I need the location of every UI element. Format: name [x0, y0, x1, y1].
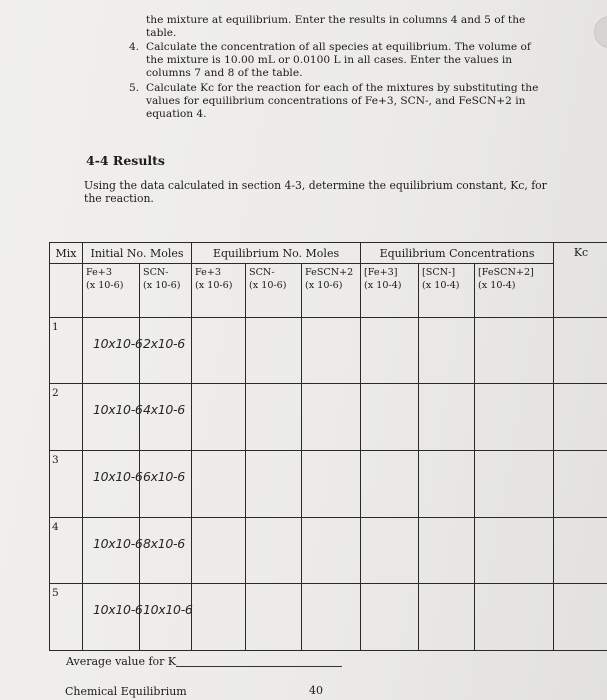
- section-paragraph: Using the data calculated in section 4-3, determine the equilibrium constant, Kc, for the reaction.: [84, 179, 547, 205]
- fe-initial-cell[interactable]: [83, 451, 143, 518]
- empty-cell[interactable]: [554, 584, 607, 651]
- empty-cell[interactable]: [554, 451, 607, 518]
- handwritten-value: 10x10-6: [143, 602, 193, 618]
- handwritten-value: 6x10-6: [143, 469, 185, 485]
- empty-cell[interactable]: [246, 451, 302, 518]
- empty-cell[interactable]: [419, 584, 475, 651]
- mix-number: 4: [50, 517, 83, 584]
- instruction-text: Calculate the concentration of all species at equilibrium. The volume of the mixture is 10.00 mL or 0.0100 L in all cases. Enter the values in columns 7 and 8 of the table.: [146, 41, 531, 79]
- empty-cell[interactable]: [246, 384, 302, 451]
- page-edge-tab: [594, 16, 607, 48]
- col-eq-fe: Fe+3 (x 10-6): [192, 264, 246, 318]
- mix-number: 5: [50, 584, 83, 651]
- group-header-row: [50, 243, 607, 264]
- col-eq-scn: SCN- (x 10-6): [246, 264, 302, 318]
- col-initial-scn: SCN- (x 10-6): [140, 264, 192, 318]
- empty-cell[interactable]: [361, 584, 419, 651]
- handwritten-value: 10x10-6: [93, 602, 143, 618]
- page-number: 40: [309, 684, 323, 697]
- mix-number: 1: [50, 317, 83, 384]
- average-blank-line[interactable]: [176, 666, 342, 667]
- empty-cell[interactable]: [475, 584, 554, 651]
- equilibrium-moles-header: Equilibrium No. Moles: [192, 243, 361, 264]
- subheader-row: [50, 264, 607, 318]
- table-row: [50, 384, 607, 451]
- fe-initial-cell[interactable]: [83, 584, 143, 651]
- scn-initial-cell[interactable]: [140, 317, 192, 384]
- fe-initial-cell[interactable]: [83, 317, 143, 384]
- col-conc-scn: [SCN-] (x 10-4): [419, 264, 475, 318]
- empty-cell[interactable]: [192, 384, 246, 451]
- empty-cell[interactable]: [475, 317, 554, 384]
- scn-initial-cell[interactable]: [140, 584, 192, 651]
- table-row: [50, 517, 607, 584]
- equilibrium-concentrations-header: Equilibrium Concentrations: [361, 243, 554, 264]
- empty-cell[interactable]: [246, 517, 302, 584]
- handwritten-value: 10x10-6: [93, 535, 143, 551]
- col-eq-fescn: FeSCN+2 (x 10-6): [302, 264, 361, 318]
- empty-cell[interactable]: [192, 451, 246, 518]
- empty-cell[interactable]: [302, 517, 361, 584]
- average-label: Average value for K: [66, 655, 177, 668]
- instruction-number: 4.: [129, 41, 140, 53]
- table-row: [50, 451, 607, 518]
- handwritten-value: 10x10-6: [93, 335, 143, 351]
- scn-initial-cell[interactable]: [140, 517, 192, 584]
- empty-cell[interactable]: [554, 384, 607, 451]
- instruction-continued: [146, 14, 551, 40]
- empty-cell[interactable]: [475, 451, 554, 518]
- col-conc-fescn: [FeSCN+2] (x 10-4): [475, 264, 554, 318]
- table-row: [50, 317, 607, 384]
- empty-cell[interactable]: [475, 384, 554, 451]
- scn-initial-cell[interactable]: [140, 451, 192, 518]
- results-table: [49, 242, 607, 651]
- handwritten-value: 10x10-6: [93, 402, 143, 418]
- empty-cell[interactable]: [419, 317, 475, 384]
- empty-cell[interactable]: [475, 517, 554, 584]
- empty-cell[interactable]: [302, 384, 361, 451]
- kc-header: Kc: [554, 243, 607, 318]
- empty-cell[interactable]: [361, 317, 419, 384]
- empty-cell[interactable]: [246, 317, 302, 384]
- section-heading: 4-4 Results: [86, 153, 165, 168]
- empty-cell[interactable]: [419, 384, 475, 451]
- col-conc-fe: [Fe+3] (x 10-4): [361, 264, 419, 318]
- empty-cell[interactable]: [302, 584, 361, 651]
- empty-cell[interactable]: [554, 317, 607, 384]
- col-initial-fe: Fe+3 (x 10-6): [83, 264, 140, 318]
- instruction-number: 5.: [129, 82, 140, 94]
- empty-cell[interactable]: [361, 517, 419, 584]
- mix-subheader-cell: [50, 264, 83, 318]
- instruction-5: [129, 82, 551, 121]
- table-row: [50, 584, 607, 651]
- empty-cell[interactable]: [361, 384, 419, 451]
- scn-initial-cell[interactable]: [140, 384, 192, 451]
- instruction-4: [129, 41, 551, 80]
- handwritten-value: 4x10-6: [143, 402, 185, 418]
- empty-cell[interactable]: [419, 451, 475, 518]
- empty-cell[interactable]: [192, 517, 246, 584]
- instruction-text: Calculate Kc for the reaction for each of the mixtures by substituting the values for equilibrium concentrations of Fe+3, SCN-, and FeSCN+2 in equation 4.: [146, 82, 539, 120]
- handwritten-value: 2x10-6: [143, 335, 185, 351]
- mix-number: 2: [50, 384, 83, 451]
- empty-cell[interactable]: [246, 584, 302, 651]
- fe-initial-cell[interactable]: [83, 517, 143, 584]
- empty-cell[interactable]: [192, 584, 246, 651]
- mix-header: Mix: [50, 243, 83, 264]
- instruction-text: the mixture at equilibrium. Enter the results in columns 4 and 5 of the table.: [146, 14, 526, 39]
- fe-initial-cell[interactable]: [83, 384, 143, 451]
- empty-cell[interactable]: [361, 451, 419, 518]
- handwritten-value: 8x10-6: [143, 535, 185, 551]
- initial-moles-header: Initial No. Moles: [83, 243, 192, 264]
- empty-cell[interactable]: [302, 451, 361, 518]
- empty-cell[interactable]: [302, 317, 361, 384]
- empty-cell[interactable]: [419, 517, 475, 584]
- footer-title: Chemical Equilibrium: [65, 685, 187, 698]
- handwritten-value: 10x10-6: [93, 469, 143, 485]
- mix-number: 3: [50, 451, 83, 518]
- empty-cell[interactable]: [554, 517, 607, 584]
- empty-cell[interactable]: [192, 317, 246, 384]
